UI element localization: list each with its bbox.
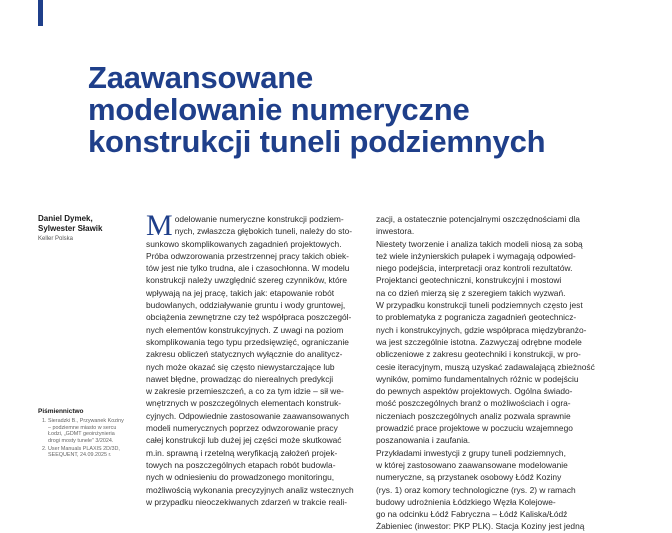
text-line: wyników, pomimo fundamentalnych różnic w podejściu: [376, 373, 579, 384]
affiliation: Keller Polska: [38, 236, 74, 242]
text-line: do pewnych aspektów projektowych. Ogólna świado-: [376, 386, 573, 397]
drop-cap: M: [146, 209, 173, 242]
references-heading: Piśmiennictwo: [38, 408, 84, 415]
references-list: [38, 418, 128, 458]
article-title: [88, 62, 648, 158]
text-line: poszanowania i zaufania.: [376, 435, 471, 446]
header-accent-bar: [38, 0, 43, 26]
text-line: go na odcinku Łódź Fabryczna – Łódź Kaliska/Łódź: [376, 509, 568, 520]
body-column-2: [376, 213, 595, 533]
text-line: zacji, a ostatecznie potencjalnymi oszczędnościami dla: [376, 214, 580, 224]
text-line: Niestety tworzenie i analiza takich modeli niosą za sobą: [376, 238, 583, 249]
text-line: to problematyka z pogranicza zagadnień geotechnicz-: [376, 312, 577, 323]
text-line: nych i konstrukcyjnych, gdzie współpraca międzybranżo-: [376, 324, 587, 335]
title-line: Zaawansowane: [88, 60, 314, 95]
text-line: odelowanie numeryczne konstrukcji podziem-: [174, 214, 344, 224]
text-line: nych elementów konstrukcyjnych. Z uwagi na poziom: [146, 324, 344, 335]
text-line: wnętrznych w poszczególnych elementach konstruk-: [146, 398, 342, 409]
text-line: skomplikowania tego typu przedsięwzięć, ograniczanie: [146, 336, 349, 347]
column-1-text: [146, 209, 356, 508]
text-line: Żabieniec (inwestor: PKP PLK). Stacja Koziny jest jedną: [376, 521, 585, 532]
text-line: Przykładami inwestycji z grupy tuneli podziemnych,: [376, 447, 566, 458]
body-column-1: [146, 209, 356, 508]
text-line: budowlanych, oddziaływanie gruntu i wody gruntowej,: [146, 300, 346, 311]
text-line: Projektanci geotechniczni, konstrukcyjni i mostowi: [376, 275, 562, 286]
text-line: w zakresie przemieszczeń, a co za tym idzie – sił we-: [146, 386, 344, 397]
text-line: budowy udrożnienia Łódzkiego Węzła Kolejowe-: [376, 496, 556, 507]
author-name: Daniel Dymek,: [38, 214, 93, 223]
text-line: niczeniach poszczególnych analiz pozwala sprawnie: [376, 410, 571, 421]
text-line: m.in. sprawną i rzetelną weryfikacją założeń projek-: [146, 447, 338, 458]
text-line: W przypadku konstrukcji tuneli podziemnych często jest: [376, 300, 583, 311]
text-line: w przypadku nieoczekiwanych zdarzeń w trakcie reali-: [146, 496, 348, 507]
text-line: Próba odwzorowania przestrzennej pracy takich obiek-: [146, 250, 349, 261]
text-line: nych w odniesieniu do prowadzonego monitoringu,: [146, 472, 335, 483]
text-line: możliwością wykonania precyzyjnych analiz wstecznych: [146, 484, 354, 495]
text-line: mość poszczególnych branż o możliwościach i ogra-: [376, 398, 571, 409]
text-line: obliczeniowe z zakresu geotechniki i konstrukcji, w pro-: [376, 349, 581, 360]
text-line: tów jest nie tylko trudna, ale i czasochłonna. W modelu: [146, 263, 350, 274]
text-line: wpływają na jej pracę, takich jak: etapowanie robót: [146, 287, 335, 298]
text-line: obciążenia zewnętrzne czy też współpraca poszczegól-: [146, 312, 352, 323]
text-line: na co dzień mierzą się z szeregiem takich wyzwań.: [376, 287, 566, 298]
text-line: sunkowo skomplikowanych zagadnień projektowych.: [146, 238, 342, 249]
text-line: zakresu obliczeń statycznych wyłącznie do analitycz-: [146, 349, 343, 360]
text-line: całej konstrukcji lub dużej jej części może skutkować: [146, 435, 342, 446]
text-line: inwestora.: [376, 226, 415, 237]
reference-item: 1. Sieradzki B., Przywanek Koziny – podziemne miasto w sercu Łodzi, „GDMT geoinżynieria drogi mosty tunele” 3/2024.: [48, 418, 128, 444]
author-name: Sylwester Sławik: [38, 224, 103, 233]
text-line: towych na poszczególnych etapach robót budowla-: [146, 459, 336, 470]
authors: [38, 214, 128, 234]
text-line: nych może okazać się często niewystarczające lub: [146, 361, 335, 372]
text-line: wa jest szczególnie istotna. Zazwyczaj odrębne modele: [376, 336, 582, 347]
reference-item: 2. User Manuals PLAXIS 2D/3D, SEEQUENT, 24.09.2025 r.: [48, 446, 128, 459]
text-line: cyjnych. Odpowiednie zastosowanie zaawansowanych: [146, 410, 349, 421]
text-line: konstrukcji należy uwzględnić szereg czynników, które: [146, 275, 348, 286]
text-line: nych, zwłaszcza głębokich tuneli, należy do sto-: [174, 226, 353, 237]
text-line: prowadzić prace projektowe w poczuciu wzajemnego: [376, 423, 573, 434]
references: [38, 409, 128, 461]
text-line: też wiele inżynierskich pułapek i wymagają odpowied-: [376, 250, 576, 261]
column-2-text: [376, 213, 595, 533]
text-line: (rys. 1) oraz komory technologiczne (rys. 2) w ramach: [376, 484, 576, 495]
text-line: numeryczne, są przystanek osobowy Łódź Koziny: [376, 472, 562, 483]
text-line: nawet błędne, prowadząc do nierealnych predykcji: [146, 373, 334, 384]
title-line: konstrukcji tuneli podziemnych: [88, 124, 546, 159]
text-line: niego podejścia, interpretacji oraz kontroli rezultatów.: [376, 263, 573, 274]
text-line: w której zastosowano zaawansowane modelowanie: [376, 459, 568, 470]
text-line: modeli numerycznych poprzez odwzorowanie pracy: [146, 423, 338, 434]
text-line: cesie iteracyjnym, muszą uzyskać zadawalającą zbieżność: [376, 361, 595, 372]
title-line: modelowanie numeryczne: [88, 92, 470, 127]
